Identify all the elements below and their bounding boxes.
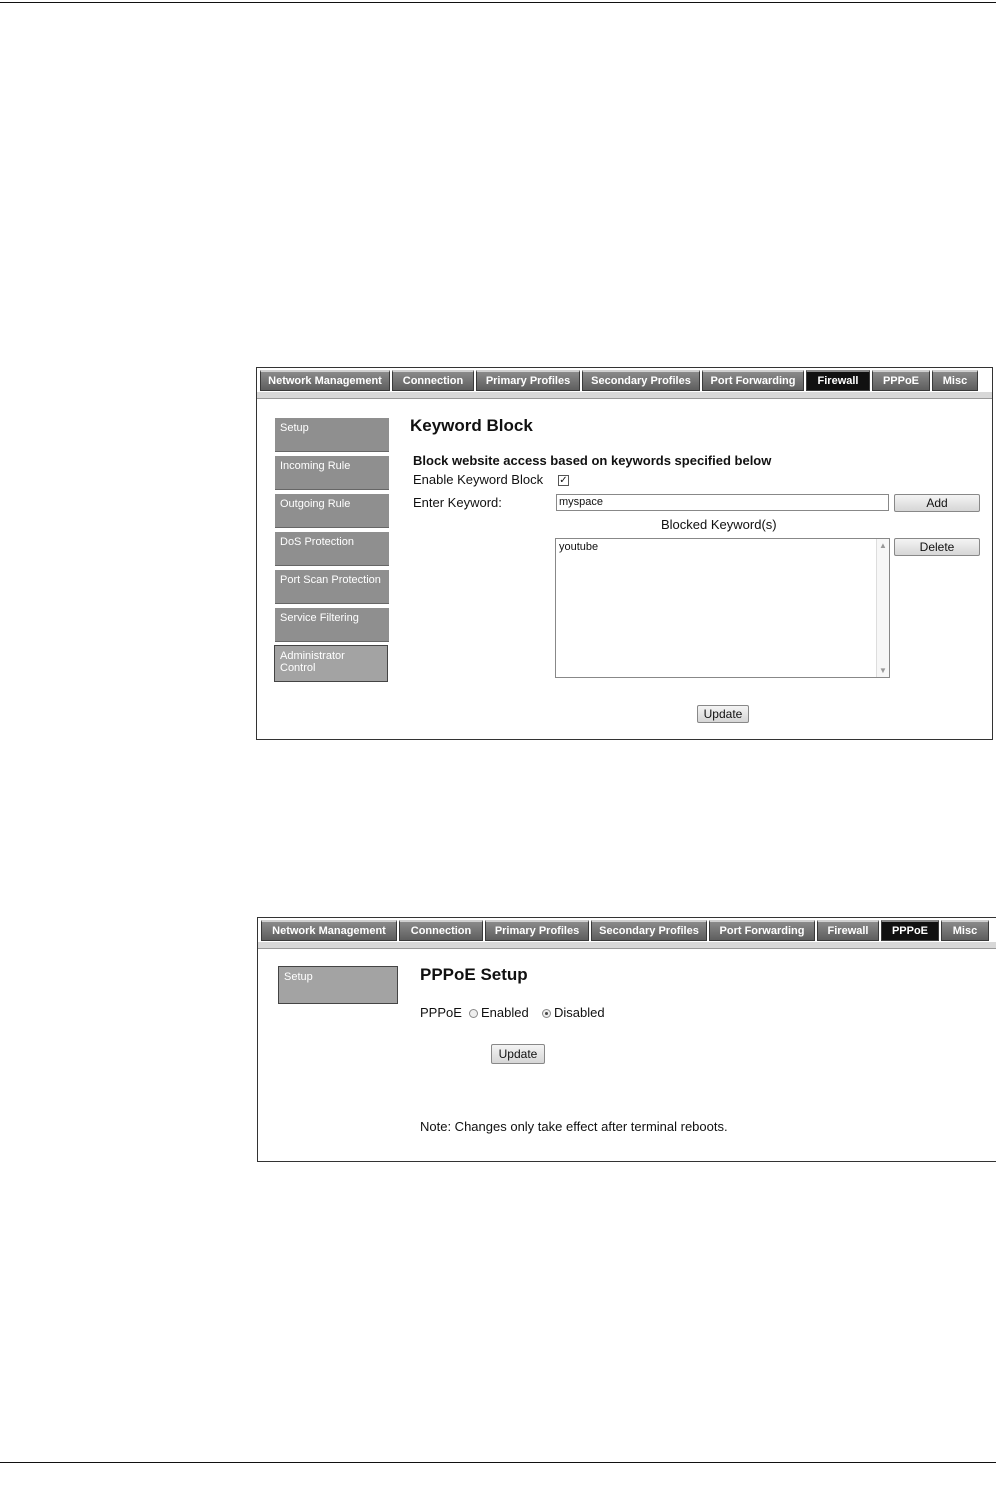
enter-keyword-label: Enter Keyword: [413,495,502,510]
tab-port-forwarding[interactable]: Port Forwarding [702,370,804,391]
page-title: PPPoE Setup [420,965,528,984]
tab-primary-profiles[interactable]: Primary Profiles [485,920,589,941]
add-button[interactable]: Add [894,494,980,512]
tab-pppoe[interactable]: PPPoE [872,370,930,391]
sidebar-item-administrator-control[interactable]: Administrator Control [274,645,388,682]
tab-underline [258,942,996,949]
tab-firewall[interactable]: Firewall [817,920,879,941]
sidebar-item-service-filtering[interactable]: Service Filtering [275,608,389,642]
enable-keyword-block-label: Enable Keyword Block [413,472,544,487]
keyword-input[interactable]: myspace [556,494,889,511]
tab-connection[interactable]: Connection [399,920,483,941]
sidebar-item-setup[interactable]: Setup [275,418,389,452]
scroll-up-icon[interactable]: ▲ [879,541,887,550]
sidebar-item-outgoing-rule[interactable]: Outgoing Rule [275,494,389,528]
sidebar-item-port-scan-protection[interactable]: Port Scan Protection [275,570,389,604]
tab-bar [258,918,996,942]
pppoe-setup-window [257,917,996,1162]
blocked-keywords-list[interactable] [555,538,890,678]
pppoe-enabled-label: Enabled [481,1005,529,1020]
tab-firewall[interactable]: Firewall [806,370,870,391]
delete-button[interactable]: Delete [894,538,980,556]
pppoe-disabled-label: Disabled [554,1005,605,1020]
list-scrollbar[interactable] [876,539,889,677]
tab-secondary-profiles[interactable]: Secondary Profiles [591,920,707,941]
note-text: Note: Changes only take effect after terminal reboots. [420,1119,728,1134]
blocked-keywords-label: Blocked Keyword(s) [661,517,777,532]
sidebar-item-setup[interactable]: Setup [278,966,398,1004]
enable-keyword-block-checkbox[interactable]: ✓ [559,475,568,486]
tab-secondary-profiles[interactable]: Secondary Profiles [582,370,700,391]
tab-connection[interactable]: Connection [392,370,474,391]
top-rule [0,2,996,3]
keyword-block-window [256,367,993,740]
list-item[interactable]: youtube [559,541,599,553]
tab-pppoe[interactable]: PPPoE [881,920,939,941]
update-button[interactable]: Update [697,705,749,723]
page-subtitle: Block website access based on keywords specified below [413,453,772,468]
tab-network-management[interactable]: Network Management [261,920,397,941]
tab-underline [257,392,992,399]
sidebar-item-dos-protection[interactable]: DoS Protection [275,532,389,566]
scroll-down-icon[interactable]: ▼ [879,666,887,675]
update-button[interactable]: Update [491,1044,545,1064]
tab-port-forwarding[interactable]: Port Forwarding [709,920,815,941]
tab-bar [257,368,992,392]
tab-misc[interactable]: Misc [932,370,978,391]
pppoe-disabled-radio[interactable] [542,1009,551,1018]
tab-network-management[interactable]: Network Management [260,370,390,391]
sidebar-item-incoming-rule[interactable]: Incoming Rule [275,456,389,490]
page-title: Keyword Block [410,416,533,435]
tab-primary-profiles[interactable]: Primary Profiles [476,370,580,391]
pppoe-label: PPPoE [420,1005,462,1020]
bottom-rule [0,1462,996,1463]
pppoe-enabled-radio[interactable] [469,1009,478,1018]
tab-misc[interactable]: Misc [941,920,989,941]
